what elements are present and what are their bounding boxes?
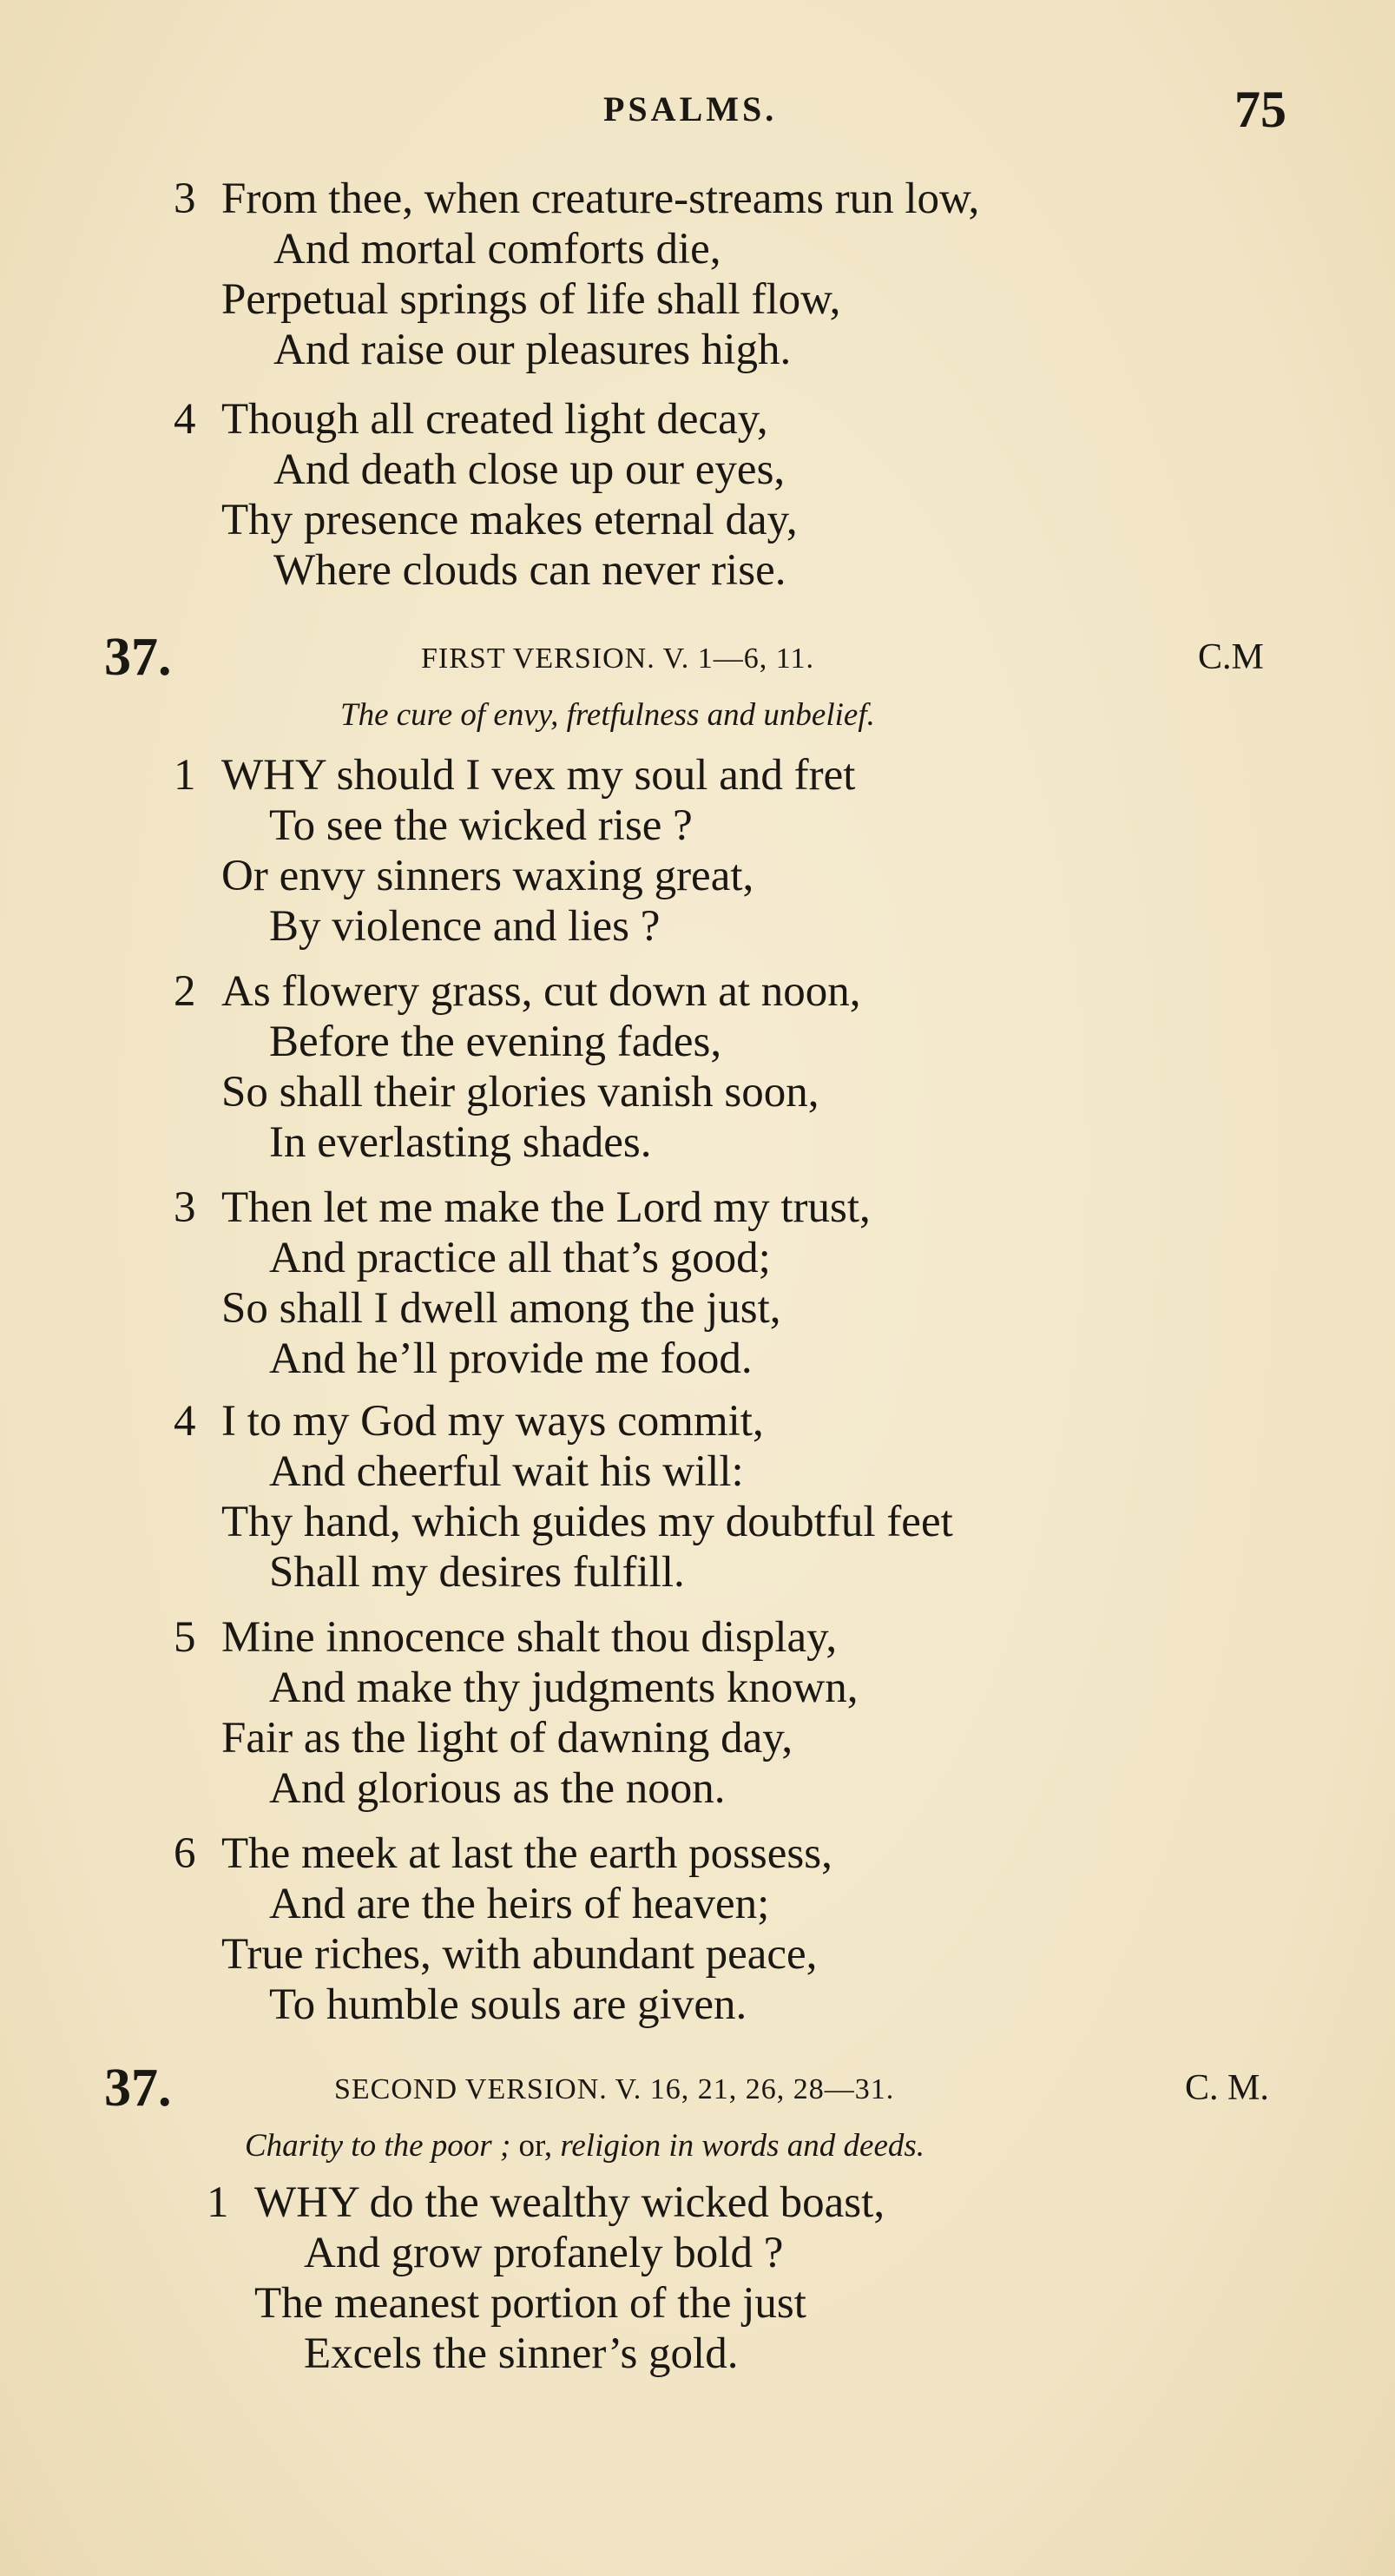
verse-line: By violence and lies ? [269, 902, 661, 951]
verse-line: Thy presence makes eternal day, [221, 496, 798, 544]
verse-line: Or envy sinners waxing great, [221, 852, 754, 900]
verse-line: And death close up our eyes, [273, 445, 786, 494]
verse-line: Mine innocence shalt thou display, [221, 1613, 838, 1662]
meter-label: C. M. [1185, 2068, 1269, 2108]
page-number: 75 [1234, 81, 1286, 138]
psalm-subtitle [245, 2127, 925, 2164]
stanza-number: 6 [174, 1829, 196, 1878]
verse-line: And he’ll provide me food. [269, 1334, 753, 1383]
stanza-number: 1 [174, 751, 196, 800]
verse-line: Though all created light decay, [221, 395, 768, 444]
stanza-number: 3 [174, 1183, 196, 1232]
verse-line: To see the wicked rise ? [269, 801, 693, 850]
verse-line: And grow profanely bold ? [304, 2229, 784, 2277]
verse-line: Before the evening fades, [269, 1018, 722, 1066]
verse-line: And cheerful wait his will: [269, 1447, 744, 1496]
verse-line: And glorious as the noon. [269, 1764, 726, 1813]
subtitle-part: Charity to the poor ; [245, 2128, 511, 2164]
verse-line: In everlasting shades. [269, 1118, 652, 1167]
meter-label: C.M [1198, 637, 1264, 677]
verse-line: The meanest portion of the just [254, 2279, 806, 2328]
verse-line: WHY should I vex my soul and fret [221, 751, 856, 800]
verse-line: And practice all that’s good; [269, 1234, 771, 1282]
verse-line: I to my God my ways commit, [221, 1397, 764, 1446]
verse-line: From thee, when creature-streams run low, [221, 175, 980, 223]
subtitle-connector: or, [518, 2128, 553, 2164]
verse-line: True riches, with abundant peace, [221, 1930, 818, 1979]
verse-line: Fair as the light of dawning day, [221, 1714, 793, 1762]
version-label: SECOND VERSION. V. 16, 21, 26, 28—31. [334, 2073, 895, 2105]
verse-line: To humble souls are given. [269, 1980, 747, 2029]
verse-line: And raise our pleasures high. [273, 326, 792, 374]
stanza-number: 3 [174, 175, 196, 223]
psalm-heading [0, 2058, 1395, 2118]
psalm-heading [0, 627, 1395, 688]
verse-line: Shall my desires fulfill. [269, 1548, 685, 1597]
verse-line: The meek at last the earth possess, [221, 1829, 832, 1878]
verse-line: As flowery grass, cut down at noon, [221, 967, 861, 1016]
psalm-number: 37. [104, 2059, 172, 2118]
stanza-number: 2 [174, 967, 196, 1016]
running-head [0, 80, 1395, 138]
running-title: PSALMS. [603, 89, 778, 128]
verse-line: Then let me make the Lord my trust, [221, 1183, 871, 1232]
stanza-number: 1 [207, 2178, 229, 2227]
verse-line: Thy hand, which guides my doubtful feet [221, 1498, 953, 1546]
verse-line: Perpetual springs of life shall flow, [221, 275, 841, 324]
verse-line: Excels the sinner’s gold. [304, 2329, 739, 2378]
verse-line: WHY do the wealthy wicked boast, [254, 2178, 885, 2227]
version-label: FIRST VERSION. V. 1—6, 11. [421, 642, 814, 675]
verse-line: And mortal comforts die, [273, 225, 721, 273]
verse-line: So shall I dwell among the just, [221, 1284, 781, 1333]
verse-line: And are the heirs of heaven; [269, 1880, 770, 1928]
verse-line: So shall their glories vanish soon, [221, 1068, 819, 1117]
verse-line: And make thy judgments known, [269, 1664, 859, 1712]
stanza-number: 5 [174, 1613, 196, 1662]
stanza-number: 4 [174, 395, 196, 444]
psalm-subtitle: The cure of envy, fretfulness and unbelief. [340, 697, 875, 733]
subtitle-part: religion in words and deeds. [560, 2128, 925, 2164]
stanza-number: 4 [174, 1397, 196, 1446]
psalm-number: 37. [104, 628, 172, 687]
verse-line: Where clouds can never rise. [273, 546, 786, 595]
